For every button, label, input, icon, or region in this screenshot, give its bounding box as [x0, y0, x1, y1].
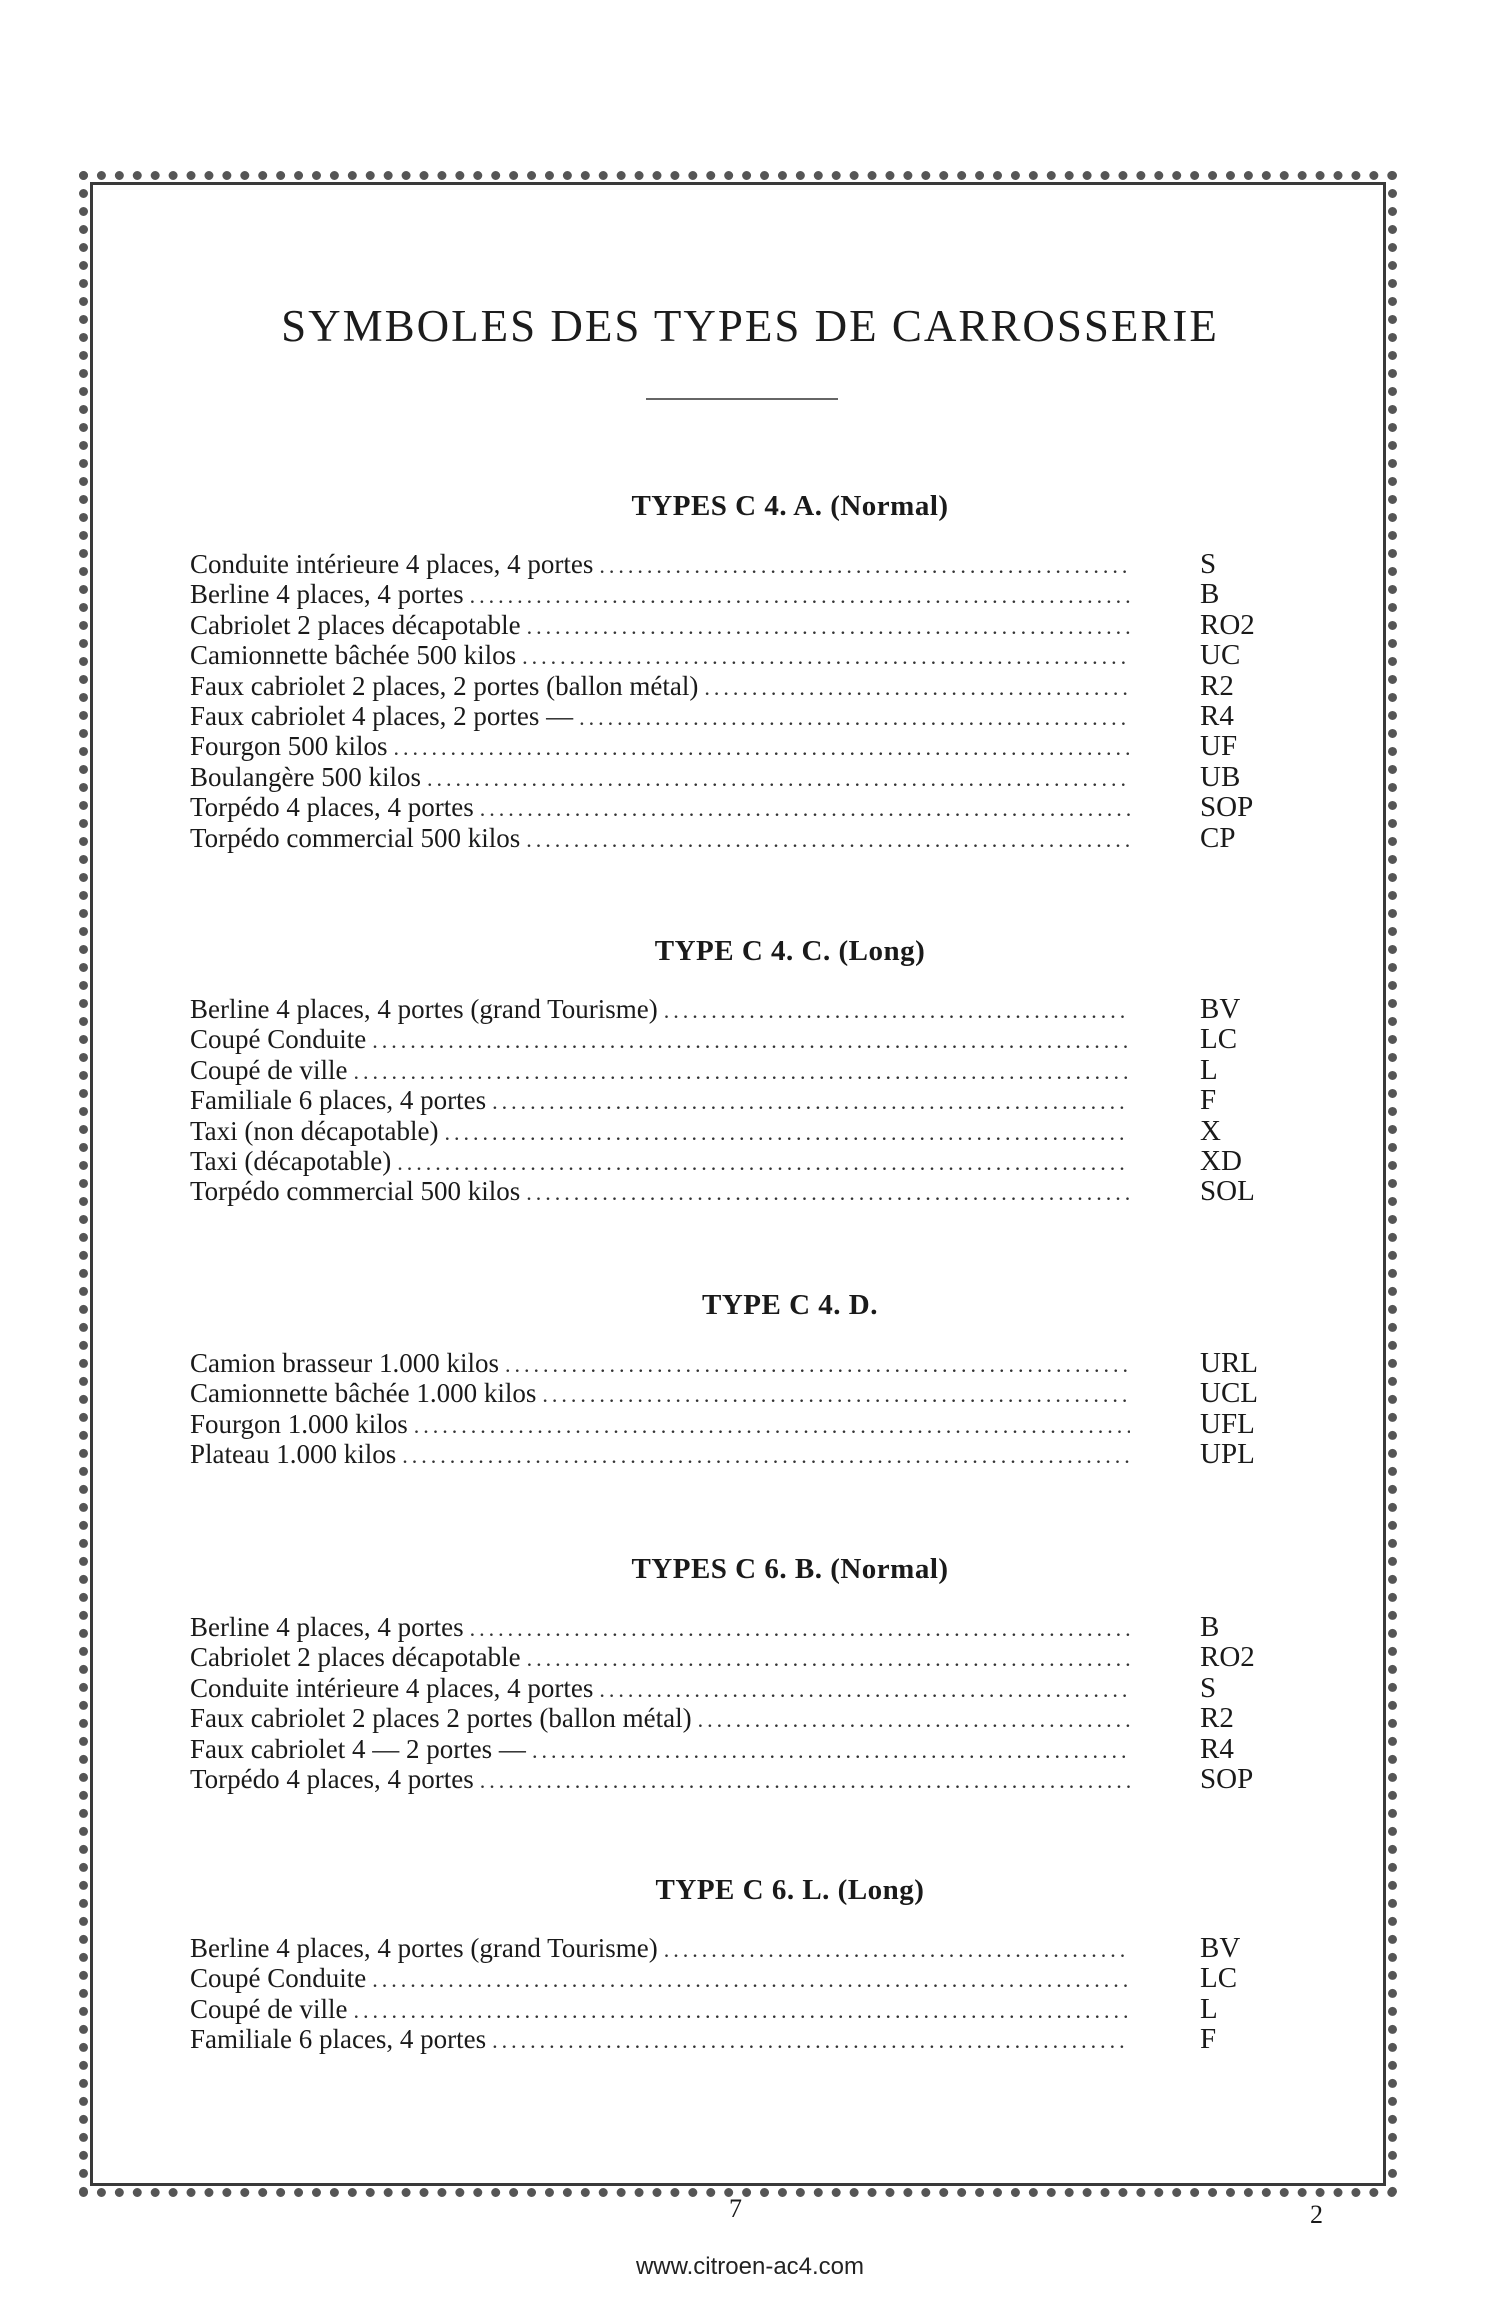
list-item — [190, 1703, 1290, 1733]
list-item — [190, 1963, 1290, 1993]
section-c4c — [190, 935, 1290, 1207]
body-type-code: SOP — [1200, 1762, 1254, 1795]
body-type-code: L — [1200, 1992, 1218, 2025]
body-type-name: Conduite intérieure 4 places, 4 portes — [190, 1672, 594, 1703]
list-item — [190, 1764, 1290, 1794]
dot-leader — [522, 642, 1130, 672]
body-type-code: CP — [1200, 821, 1236, 854]
list-item — [190, 640, 1290, 670]
list-item — [190, 1612, 1290, 1642]
dot-leader — [526, 1178, 1130, 1208]
body-type-name: Coupé de ville — [190, 1054, 348, 1085]
dot-leader — [492, 1087, 1130, 1117]
list-item — [190, 792, 1290, 822]
dot-leader — [527, 612, 1130, 642]
body-type-name: Cabriolet 2 places décapotable — [190, 1642, 521, 1673]
dot-leader — [480, 1766, 1130, 1796]
body-type-name: Torpédo commercial 500 kilos — [190, 822, 521, 853]
list-item — [190, 1409, 1290, 1439]
list-item — [190, 1673, 1290, 1703]
body-type-code: RO2 — [1200, 1641, 1255, 1674]
body-type-code: L — [1200, 1053, 1218, 1086]
body-type-list — [190, 994, 1290, 1207]
dot-leader — [599, 551, 1130, 581]
body-type-code: UC — [1200, 639, 1241, 672]
body-type-name: Faux cabriolet 4 places, 2 portes — — [190, 700, 574, 731]
dot-leader — [505, 1350, 1130, 1380]
body-type-code: RO2 — [1200, 608, 1255, 641]
dot-leader — [599, 1675, 1130, 1705]
dot-leader — [445, 1118, 1131, 1148]
dot-leader — [527, 1644, 1130, 1674]
list-item — [190, 579, 1290, 609]
body-type-name: Faux cabriolet 2 places 2 portes (ballon métal) — [190, 1703, 692, 1734]
dot-leader — [470, 1614, 1130, 1644]
list-item — [190, 1378, 1290, 1408]
dot-leader — [480, 794, 1130, 824]
list-item — [190, 1176, 1290, 1206]
body-type-code: URL — [1200, 1347, 1258, 1379]
body-type-code: XD — [1200, 1144, 1242, 1177]
body-type-name: Torpédo commercial 500 kilos — [190, 1176, 521, 1207]
dot-leader — [372, 1965, 1130, 1995]
body-type-name: Berline 4 places, 4 portes (grand Tourisme) — [190, 1933, 658, 1963]
list-item — [190, 1994, 1290, 2024]
body-type-list — [190, 1933, 1290, 2055]
dot-leader — [353, 1996, 1130, 2026]
list-item — [190, 1146, 1290, 1176]
body-type-name: Berline 4 places, 4 portes — [190, 1612, 464, 1642]
body-type-code: UPL — [1200, 1438, 1255, 1471]
dot-leader — [397, 1148, 1130, 1178]
dot-leader — [542, 1380, 1130, 1410]
body-type-code: UB — [1200, 760, 1241, 793]
body-type-name: Torpédo 4 places, 4 portes — [190, 792, 474, 823]
body-type-name: Plateau 1.000 kilos — [190, 1439, 397, 1470]
body-type-code: UF — [1200, 730, 1238, 763]
list-item — [190, 1085, 1290, 1115]
dot-leader — [353, 1057, 1130, 1087]
dot-leader — [579, 703, 1130, 733]
section-c6b — [190, 1553, 1290, 1794]
list-item — [190, 1055, 1290, 1085]
body-type-code: SOL — [1200, 1175, 1255, 1208]
body-type-code: LC — [1200, 1023, 1238, 1056]
list-item — [190, 1024, 1290, 1054]
body-type-code: S — [1200, 548, 1217, 580]
list-item — [190, 994, 1290, 1024]
body-type-code: UFL — [1200, 1407, 1255, 1440]
dot-leader — [532, 1736, 1130, 1766]
body-type-code: F — [1200, 1084, 1217, 1117]
list-item — [190, 1642, 1290, 1672]
page-title: SYMBOLES DES TYPES DE CARROSSERIE — [281, 301, 1219, 351]
body-type-name: Berline 4 places, 4 portes (grand Tourisme) — [190, 994, 658, 1024]
body-type-name: Familiale 6 places, 4 portes — [190, 2024, 487, 2055]
body-type-code: B — [1200, 578, 1220, 611]
dot-leader — [526, 825, 1130, 855]
body-type-name: Taxi (décapotable) — [190, 1145, 392, 1176]
body-type-name: Torpédo 4 places, 4 portes — [190, 1763, 474, 1794]
dot-leader — [664, 1935, 1130, 1965]
body-type-list — [190, 1348, 1290, 1470]
list-item — [190, 671, 1290, 701]
body-type-code: SOP — [1200, 791, 1254, 824]
body-type-code: R2 — [1200, 1702, 1234, 1735]
list-item — [190, 1116, 1290, 1146]
body-type-list — [190, 1612, 1290, 1794]
list-item — [190, 701, 1290, 731]
dot-leader — [414, 1411, 1130, 1441]
list-item — [190, 1439, 1290, 1469]
dot-leader — [394, 733, 1130, 763]
page-number: 7 — [729, 2194, 742, 2223]
footer-url: www.citroen-ac4.com — [635, 2253, 865, 2280]
section-c6l — [190, 1874, 1290, 2055]
section-heading: TYPE C 6. L. (Long) — [655, 1874, 925, 1906]
body-type-code: BV — [1200, 993, 1241, 1025]
dot-leader — [372, 1026, 1130, 1056]
body-type-name: Coupé Conduite — [190, 1024, 367, 1055]
body-type-code: LC — [1200, 1962, 1238, 1995]
dot-leader — [427, 764, 1130, 794]
section-heading: TYPES C 4. A. (Normal) — [631, 490, 949, 522]
list-item — [190, 1734, 1290, 1764]
body-type-name: Camionnette bâchée 500 kilos — [190, 640, 517, 671]
body-type-code: UCL — [1200, 1377, 1258, 1410]
body-type-code: BV — [1200, 1932, 1241, 1964]
list-item — [190, 823, 1290, 853]
dot-leader — [698, 1705, 1130, 1735]
body-type-name: Faux cabriolet 4 — 2 portes — — [190, 1733, 526, 1764]
body-type-code: R2 — [1200, 669, 1234, 702]
body-type-name: Faux cabriolet 2 places, 2 portes (ballon métal) — [190, 670, 699, 701]
body-type-name: Coupé Conduite — [190, 1963, 367, 1994]
body-type-list — [190, 549, 1290, 853]
section-heading: TYPES C 6. B. (Normal) — [631, 1553, 949, 1585]
body-type-code: F — [1200, 2023, 1217, 2056]
title-divider — [646, 398, 838, 400]
body-type-code: S — [1200, 1671, 1217, 1704]
section-heading: TYPE C 4. C. (Long) — [654, 935, 926, 967]
section-c4a — [190, 490, 1290, 853]
body-type-name: Fourgon 500 kilos — [190, 731, 388, 762]
dot-leader — [664, 996, 1130, 1026]
body-type-code: B — [1200, 1611, 1220, 1643]
dot-leader — [704, 673, 1130, 703]
body-type-name: Fourgon 1.000 kilos — [190, 1408, 408, 1439]
body-type-name: Coupé de ville — [190, 1993, 348, 2024]
body-type-name: Taxi (non décapotable) — [190, 1115, 439, 1146]
body-type-name: Cabriolet 2 places décapotable — [190, 609, 521, 640]
list-item — [190, 1933, 1290, 1963]
section-heading: TYPE C 4. D. — [702, 1289, 878, 1321]
list-item — [190, 2024, 1290, 2054]
dot-leader — [492, 2026, 1130, 2056]
list-item — [190, 549, 1290, 579]
body-type-name: Berline 4 places, 4 portes — [190, 579, 464, 610]
body-type-name: Familiale 6 places, 4 portes — [190, 1085, 487, 1116]
body-type-name: Boulangère 500 kilos — [190, 761, 421, 792]
body-type-name: Camion brasseur 1.000 kilos — [190, 1348, 499, 1378]
body-type-code: X — [1200, 1114, 1221, 1147]
section-c4d — [190, 1289, 1290, 1470]
list-item — [190, 762, 1290, 792]
body-type-code: R4 — [1200, 699, 1234, 732]
list-item — [190, 610, 1290, 640]
sheet-number: 2 — [1310, 2200, 1323, 2229]
body-type-code: R4 — [1200, 1732, 1234, 1765]
body-type-name: Camionnette bâchée 1.000 kilos — [190, 1378, 537, 1409]
dot-leader — [402, 1441, 1130, 1471]
list-item — [190, 1348, 1290, 1378]
list-item — [190, 731, 1290, 761]
body-type-name: Conduite intérieure 4 places, 4 portes — [190, 549, 594, 579]
dot-leader — [470, 581, 1130, 611]
